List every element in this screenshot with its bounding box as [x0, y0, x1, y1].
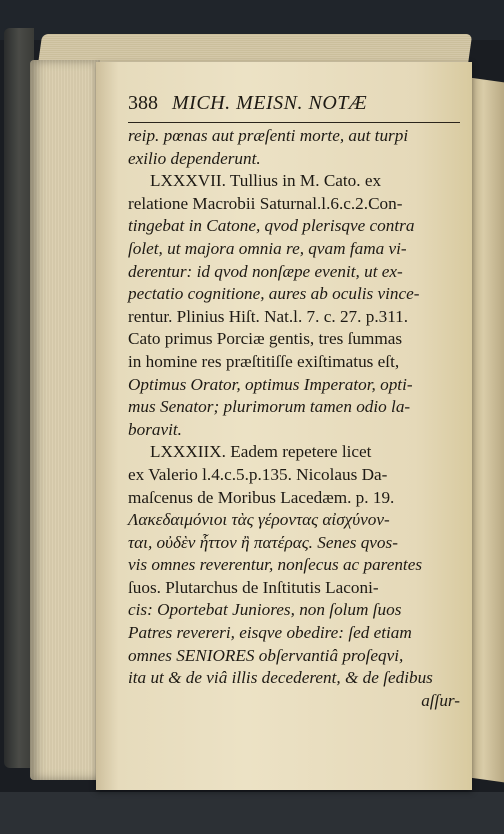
text-line: cis: Oportebat Juniores, non ſolum ſuos — [128, 600, 402, 620]
text-line: Patres revereri, eisqve obedire: ſed etiam — [128, 623, 412, 643]
text-line: Λακεδαιμόνιοι τὰς γέροντας αἰσχύνον- — [128, 510, 390, 530]
text-line: LXXXVII. Tullius in M. Cato. ex — [150, 171, 382, 191]
text-line: boravit. — [128, 419, 182, 439]
text-line: ται, οὐδὲν ἧττον ἢ πατέρας. Senes qvos- — [128, 532, 398, 552]
text-line: Cato primus Porciæ gentis, tres ſummas — [128, 329, 403, 349]
text-line: ex Valerio l.4.c.5.p.135. Nicolaus Da- — [128, 464, 388, 484]
page-text — [128, 92, 460, 712]
facing-page — [470, 78, 504, 783]
text-line: exilio dependerunt. — [128, 148, 261, 168]
text-line: maſcenus de Moribus Lacedæm. p. 19. — [128, 487, 395, 507]
text-line: Optimus Orator, optimus Imperator, opti- — [128, 374, 413, 394]
catchword: aſſur- — [421, 690, 460, 710]
running-header — [128, 92, 460, 123]
text-line: vis omnes reverentur, nonſecus ac parentes — [128, 555, 423, 575]
background-bottom — [0, 792, 504, 834]
text-line: reip. pœnas aut præſenti morte, aut turpi — [128, 126, 409, 145]
text-line: tingebat in Catone, qvod plerisqve contra — [128, 216, 415, 236]
running-head: MICH. MEISN. NOTÆ — [172, 92, 368, 114]
text-line: pectatio cognitione, aures ab oculis vince- — [128, 284, 420, 304]
text-line: ſolet, ut majora omnia re, qvam fama vi- — [128, 238, 407, 258]
text-line: derentur: id qvod nonſæpe evenit, ut ex- — [128, 261, 403, 281]
text-line: rentur. Plinius Hiſt. Nat.l. 7. c. 27. p.311. — [128, 306, 409, 326]
text-line: omnes SENIORES obſervantiâ proſeqvi, — [128, 645, 404, 665]
text-line: relatione Macrobii Saturnal.l.6.c.2.Con- — [128, 193, 403, 213]
text-line: ſuos. Plutarchus de Inſtitutis Laconi- — [128, 577, 379, 597]
text-line: mus Senator; plurimorum tamen odio la- — [128, 397, 411, 417]
text-line: LXXXIIX. Eadem repetere licet — [150, 442, 372, 462]
text-line: ita ut & de viâ illis decederent, & de ſedibus — [128, 668, 433, 688]
text-line: in homine res præſtitiſſe exiſtimatus eſt, — [128, 351, 400, 371]
body-text — [128, 125, 460, 712]
page-edges-left — [30, 60, 100, 780]
page-number: 388 — [128, 92, 158, 114]
